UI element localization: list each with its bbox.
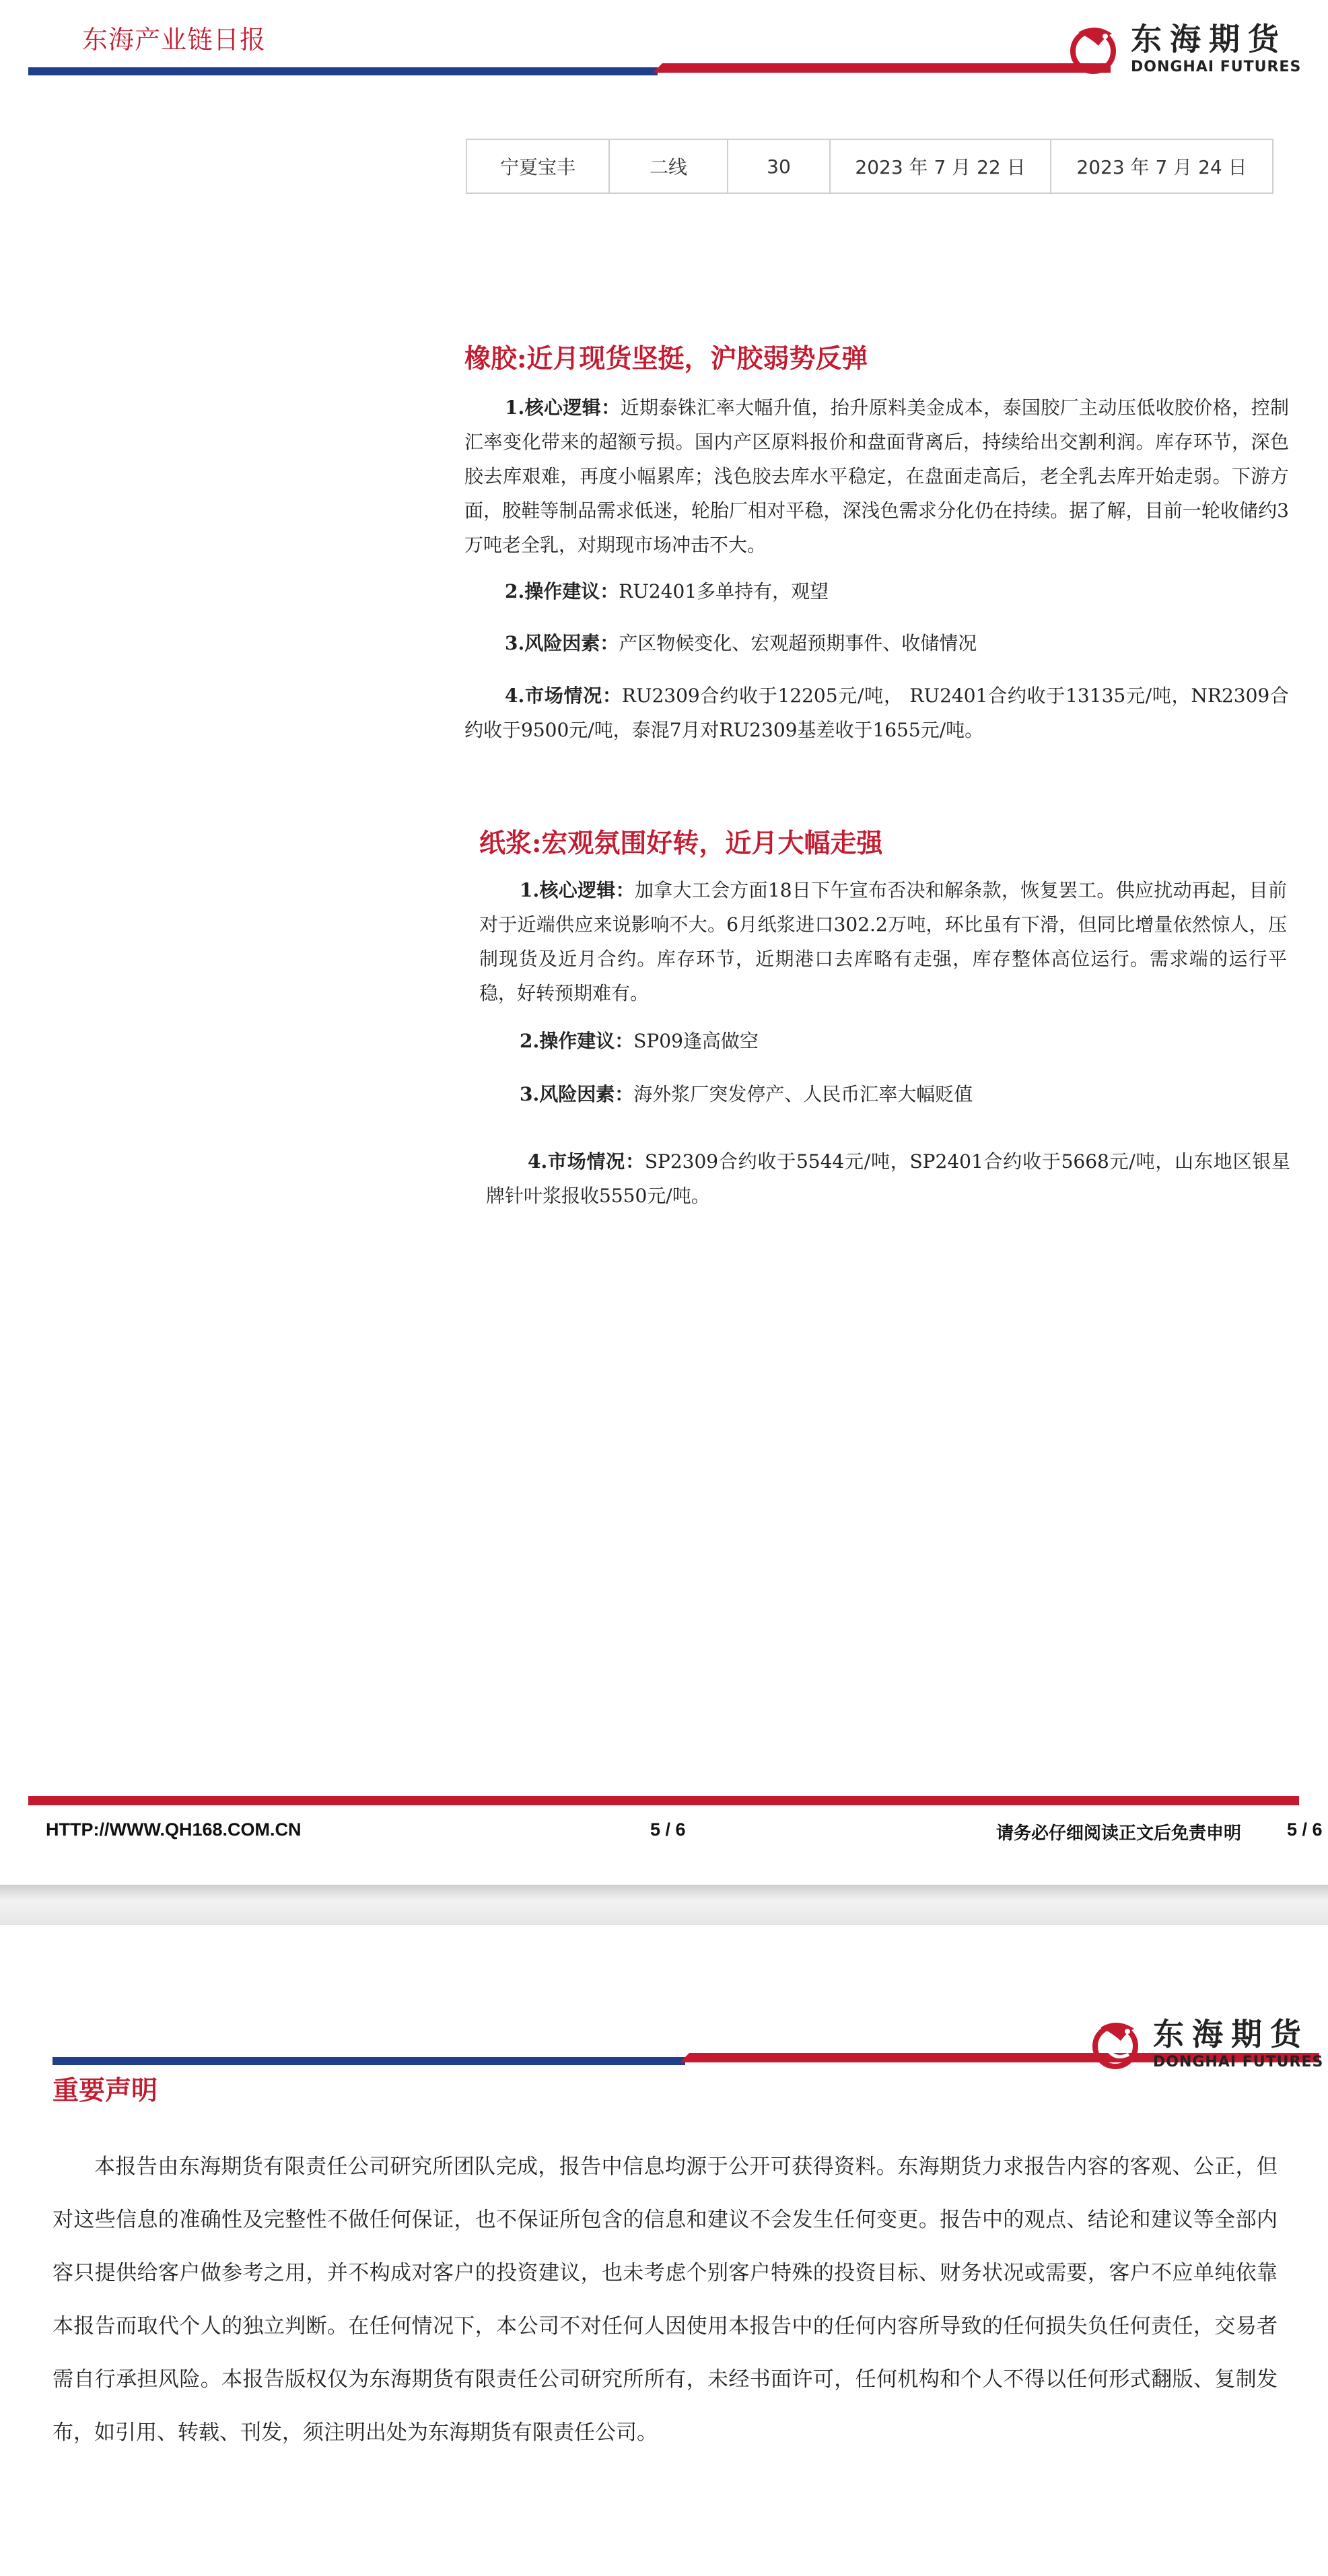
header-blue-bar [28, 67, 658, 75]
logo-chinese-name: 东海期货 [1153, 2015, 1309, 2052]
disclaimer-title: 重要声明 [53, 2075, 158, 2106]
rubber-market-label: 4.市场情况： [505, 685, 622, 707]
rubber-risk-text: 产区物候变化、宏观超预期事件、收储情况 [619, 632, 977, 654]
pulp-core-logic-text: 加拿大工会方面18日下午宣布否决和解条款，恢复罢工。供应扰动再起，目前对于近端供应来说影响不大。6月纸浆进口302.2万吨，环比虽有下滑，但同比增量依然惊人，压制现货及近月合约。库存环节，近期港口去库略有走强，库存整体高位运行。需求端的运行平稳，好转预期难有。 [479, 879, 1287, 1004]
logo-chinese-name: 东海期货 [1131, 20, 1287, 57]
disclaimer-text: 本报告由东海期货有限责任公司研究所团队完成，报告中信息均源于公开可获得资料。东海期货力求报告内容的客观、公正，但对这些信息的准确性及完整性不做任何保证，也不保证所包含的信息和建议不会发生任何变更。报告中的观点、结论和建议等全部内容只提供给客户做参考之用，并不构成对客户的投资建议，也未考虑个别客户特殊的投资目标、财务状况或需要，客户不应单纯依靠本报告而取代个人的独立判断。在任何情况下，本公司不对任何人因使用本报告中的任何内容所导致的任何损失负任何责任，交易者需自行承担风险。本报告版权仅为东海期货有限责任公司研究所所有，未经书面许可，任何机构和个人不得以任何形式翻版、复制发布，如引用、转载、刊发，须注明出处为东海期货有限责任公司。 [53, 2155, 1278, 2445]
report-header-title: 东海产业链日报 [82, 25, 267, 55]
donghai-logo [1065, 19, 1301, 79]
table-cell-tier: 二线 [609, 139, 728, 193]
maintenance-table [466, 139, 1273, 194]
pulp-market-label: 4.市场情况： [528, 1150, 645, 1173]
footer-page-number: 5 / 6 [650, 1819, 686, 1840]
header-red-bar [653, 63, 1111, 73]
rubber-risk [505, 626, 1286, 660]
pulp-core-logic [479, 873, 1287, 1010]
pulp-risk-label: 3.风险因素： [520, 1083, 634, 1105]
pulp-suggestion-label: 2.操作建议： [520, 1030, 634, 1052]
rubber-core-logic-label: 1.核心逻辑： [505, 396, 621, 419]
rubber-suggestion [505, 574, 1286, 608]
rubber-suggestion-text: RU2401多单持有，观望 [619, 580, 829, 602]
rubber-core-logic [464, 390, 1289, 562]
pulp-suggestion [520, 1024, 1287, 1058]
rubber-section-title: 橡胶:近月现货坚挺，沪胶弱势反弹 [464, 343, 868, 374]
logo-english-name: DONGHAI FUTURES [1131, 58, 1302, 75]
table-cell-company: 宁夏宝丰 [466, 139, 609, 193]
pulp-risk-text: 海外浆厂突发停产、人民币汇率大幅贬值 [633, 1083, 973, 1105]
page-separator [0, 1885, 1328, 1925]
table-cell-capacity: 30 [728, 139, 830, 193]
logo-english-name: DONGHAI FUTURES [1153, 2053, 1324, 2070]
rubber-risk-label: 3.风险因素： [505, 632, 619, 654]
table-cell-end-date: 2023 年 7 月 24 日 [1051, 139, 1273, 193]
pulp-section-title: 纸浆:宏观氛围好转，近月大幅走强 [479, 828, 883, 859]
rubber-market [464, 678, 1289, 747]
rubber-suggestion-label: 2.操作建议： [505, 580, 619, 602]
footer-page-number-right: 5 / 6 [1287, 1819, 1323, 1840]
pulp-suggestion-text: SP09逢高做空 [633, 1030, 759, 1052]
donghai-logo-p2 [1087, 2014, 1323, 2075]
pulp-market [486, 1144, 1290, 1213]
dragon-logo-icon [1065, 19, 1125, 79]
pulp-risk [520, 1077, 1287, 1111]
dragon-logo-icon [1087, 2014, 1148, 2075]
rubber-market-text: RU2309合约收于12205元/吨， RU2401合约收于13135元/吨，NR2309合约收于9500元/吨，泰混7月对RU2309基差收于1655元/吨。 [464, 685, 1289, 741]
table-cell-start-date: 2023 年 7 月 22 日 [830, 139, 1051, 193]
pulp-core-logic-label: 1.核心逻辑： [520, 879, 635, 901]
footer-url-link[interactable]: HTTP://WWW.QH168.COM.CN [46, 1819, 302, 1840]
table-row [466, 139, 1273, 193]
footer-disclaimer-notice: 请务必仔细阅读正文后免责申明 [996, 1823, 1242, 1844]
footer-red-bar [28, 1796, 1299, 1805]
pulp-market-text: SP2309合约收于5544元/吨，SP2401合约收于5668元/吨，山东地区银星牌针叶浆报收5550元/吨。 [486, 1150, 1290, 1207]
header-blue-bar-p2 [53, 2057, 685, 2065]
rubber-core-logic-text: 近期泰铢汇率大幅升值，抬升原料美金成本，泰国胶厂主动压低收胶价格，控制汇率变化带来的超额亏损。国内产区原料报价和盘面背离后，持续给出交割利润。库存环节，深色胶去库艰难，再度小幅累库；浅色胶去库水平稳定，在盘面走高后，老全乳去库开始走弱。下游方面，胶鞋等制品需求低迷，轮胎厂相对平稳，深浅色需求分化仍在持续。据了解，目前一轮收储约3万吨老全乳，对期现市场冲击不大。 [464, 396, 1289, 556]
